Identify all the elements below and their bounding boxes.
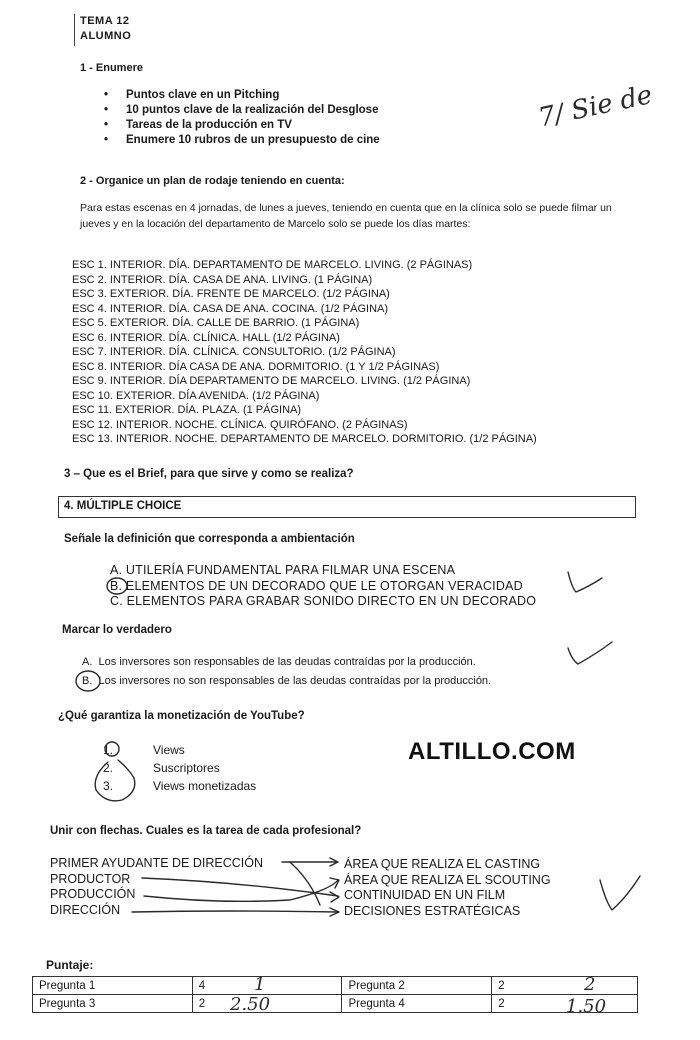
student-label: ALUMNO <box>80 30 132 42</box>
check-mark-icon <box>600 876 640 910</box>
professional-item: PRODUCCIÓN <box>50 887 136 901</box>
option-text: ELEMENTOS PARA GRABAR SONIDO DIRECTO EN UN DECORADO <box>126 594 537 608</box>
part-3-numbers <box>103 741 113 795</box>
scene-line: ESC 7. INTERIOR. DÍA. CLÍNICA. CONSULTORIO. (1/2 PÁGINA) <box>72 346 396 358</box>
scene-line: ESC 5. EXTERIOR. DÍA. CALLE DE BARRIO. (1 PÁGINA) <box>72 317 360 329</box>
question-cell: Pregunta 1 <box>33 977 193 995</box>
scene-line: ESC 1. INTERIOR. DÍA. DEPARTAMENTO DE MARCELO. LIVING. (2 PÁGINAS) <box>72 259 473 271</box>
question-2-paragraph: Para estas escenas en 4 jornadas, de lunes a jueves, teniendo en cuenta que en la clínica solo se puede filmar un jueves y en la locación del departamento de Marcelo solo se puede los días martes: <box>80 202 612 230</box>
option-text: ELEMENTOS DE UN DECORADO QUE LE OTORGAN VERACIDAD <box>125 578 523 593</box>
scene-line: ESC 8. INTERIOR. DÍA CASA DE ANA. DORMITORIO. (1 Y 1/2 PÁGINAS) <box>72 360 440 373</box>
option-number: 1. <box>103 743 114 757</box>
scene-line: ESC 10. EXTERIOR. DÍA AVENIDA. (1/2 PÁGINA) <box>72 389 320 402</box>
task-item: ÁREA QUE REALIZA EL SCOUTING <box>344 872 551 887</box>
list-item: • Puntos clave en un Pitching <box>104 88 380 103</box>
option-text: UTILERÍA FUNDAMENTAL PARA FILMAR UNA ESCENA <box>125 563 456 577</box>
option-a <box>82 653 491 672</box>
exam-header <box>80 14 131 44</box>
score-table <box>32 976 638 1013</box>
question-1-list <box>104 88 380 148</box>
option-text: Los inversores son responsables de las deudas contraídas por la producción. <box>98 656 476 668</box>
arrow-head-icon <box>330 892 339 902</box>
list-item: • Enumere 10 rubros de un presupuesto de cine <box>104 133 380 148</box>
points-cell: 2 <box>192 995 342 1013</box>
option-b <box>110 579 536 595</box>
scene-line: ESC 2. INTERIOR. DÍA. CASA DE ANA. LIVING. (1 PÁGINA) <box>72 273 373 286</box>
part-2-prompt: Marcar lo verdadero <box>62 624 172 636</box>
handwritten-score: 1 <box>254 974 266 995</box>
option-c <box>110 594 536 610</box>
scene-line: ESC 13. INTERIOR. NOCHE. DEPARTAMENTO DE MARCELO. DORMITORIO. (1/2 PÁGINA) <box>72 433 537 445</box>
list-item: • Tareas de la producción en TV <box>104 118 380 133</box>
part-1-prompt: Señale la definición que corresponda a ambientación <box>64 533 355 545</box>
question-cell: Pregunta 3 <box>33 995 193 1013</box>
check-mark-icon <box>568 642 612 664</box>
part-2-options <box>82 653 491 691</box>
option-letter: A. <box>82 656 93 668</box>
points-cell: 2 <box>492 977 638 995</box>
professional-item: PRIMER AYUDANTE DE DIRECCIÓN <box>50 856 263 870</box>
scene-line: ESC 4. INTERIOR. DÍA. CASA DE ANA. COCINA. (1/2 PÁGINA) <box>72 302 389 315</box>
check-mark-icon <box>568 572 602 592</box>
question-2-title: 2 - Organice un plan de rodaje teniendo en cuenta: <box>80 175 345 187</box>
part-3-options <box>153 741 256 795</box>
question-4-title: 4. MÚLTIPLE CHOICE <box>64 500 182 512</box>
topic-label: TEMA 12 <box>80 15 130 27</box>
question-cell: Pregunta 2 <box>342 977 492 995</box>
part-3-prompt: ¿Qué garantiza la monetización de YouTube? <box>58 710 305 722</box>
arrow-head-icon <box>330 858 338 866</box>
task-item: ÁREA QUE REALIZA EL CASTING <box>344 857 541 871</box>
option-letter: B. <box>82 675 93 687</box>
table-row <box>33 995 638 1013</box>
answer-bracket <box>95 760 135 801</box>
option-number: 3. <box>103 779 114 793</box>
arrow-head-icon <box>330 908 339 916</box>
question-1-title: 1 - Enumere <box>80 62 143 74</box>
question-3-title: 3 – Que es el Brief, para que sirve y como se realiza? <box>64 468 354 480</box>
option-a <box>110 563 536 579</box>
scene-line: ESC 6. INTERIOR. DÍA. CLÍNICA. HALL (1/2 PÁGINA) <box>72 331 340 344</box>
arrow-head-icon <box>330 878 339 888</box>
option-b <box>82 672 491 691</box>
scene-line: ESC 3. EXTERIOR. DÍA. FRENTE DE MARCELO. (1/2 PÁGINA) <box>72 288 390 300</box>
option-text: Suscriptores <box>153 761 220 775</box>
professional-item: PRODUCTOR <box>50 871 131 886</box>
option-letter: B. <box>110 578 123 593</box>
points-cell: 2 <box>492 995 638 1013</box>
task-item: DECISIONES ESTRATÉGICAS <box>344 903 521 918</box>
arrow-line <box>290 862 320 905</box>
option-letter: A. <box>110 563 123 577</box>
scene-line: ESC 11. EXTERIOR. DÍA. PLAZA. (1 PÁGINA) <box>72 404 302 416</box>
option-letter: C. <box>110 594 123 608</box>
points-cell: 4 <box>192 977 342 995</box>
professionals-column <box>50 856 263 918</box>
option-text: Views monetizadas <box>153 779 257 793</box>
part-4-prompt: Unir con flechas. Cuales es la tarea de cada profesional? <box>50 825 362 837</box>
scene-line: ESC 12. INTERIOR. NOCHE. CLÍNICA. QUIRÓFANO. (2 PÁGINAS) <box>72 418 408 431</box>
scene-line: ESC 9. INTERIOR. DÍA DEPARTAMENTO DE MARCELO. LIVING. (1/2 PÁGINA) <box>72 375 471 387</box>
watermark: ALTILLO.COM <box>408 738 576 765</box>
score-title: Puntaje: <box>46 958 94 972</box>
handwritten-score: 2 <box>584 974 596 995</box>
handwritten-score: 1.50 <box>566 996 607 1017</box>
table-row <box>33 977 638 995</box>
task-item: CONTINUIDAD EN UN FILM <box>344 888 506 902</box>
header-rule <box>74 14 75 46</box>
option-number: 2. <box>103 761 114 775</box>
handwritten-grade-note: 7/ Sie de <box>535 80 655 134</box>
question-cell: Pregunta 4 <box>342 995 492 1013</box>
option-text: Views <box>153 743 185 757</box>
tasks-column <box>344 857 551 919</box>
professional-item: DIRECCIÓN <box>50 902 121 917</box>
handwritten-score: 2.50 <box>230 994 271 1015</box>
list-item: • 10 puntos clave de la realización del Desglose <box>104 103 380 118</box>
option-text: Los inversores no son responsables de las deudas contraídas por la producción. <box>98 675 492 687</box>
part-1-options <box>110 563 536 610</box>
scene-list <box>72 258 537 447</box>
